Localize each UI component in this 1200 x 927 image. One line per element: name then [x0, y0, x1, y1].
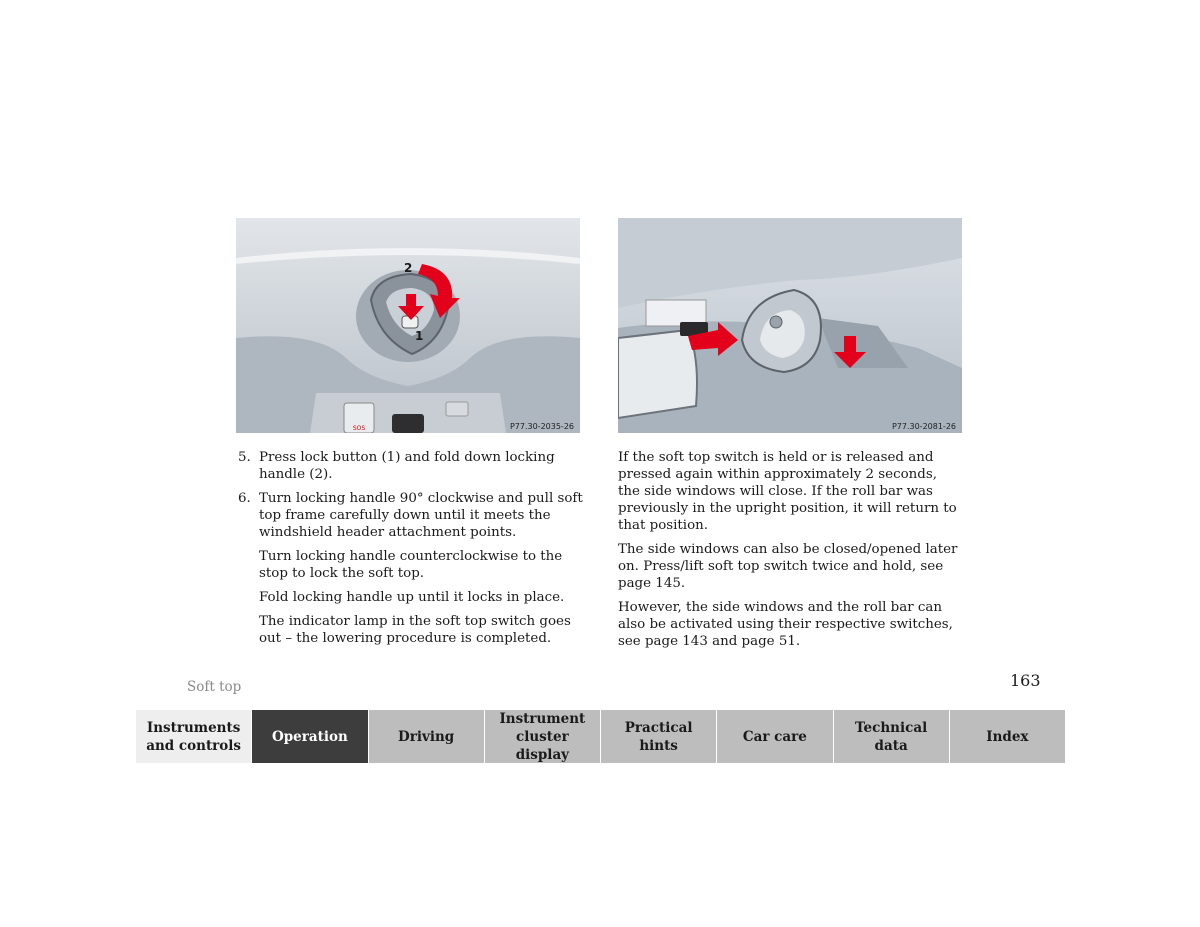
- tab-instruments-and-controls[interactable]: Instruments and controls: [136, 710, 252, 763]
- paragraph: Fold locking handle up until it locks in place.: [259, 590, 565, 605]
- section-title: Soft top: [187, 679, 242, 695]
- center-switch: [392, 414, 424, 433]
- step-6: [238, 490, 583, 541]
- soft-top-switch-illustration: [618, 218, 962, 433]
- tab-instrument-cluster-display[interactable]: Instrument cluster display: [485, 710, 601, 763]
- step-text: Press lock button (1) and fold down locking handle (2).: [259, 450, 555, 482]
- callout-2: 2: [404, 261, 413, 275]
- callout-1: 1: [415, 329, 424, 343]
- paragraph: If the soft top switch is held or is released and pressed again within approximately 2 seconds, the side windows will close. If the roll bar was previously in the upright position, it will return to that position.: [618, 450, 957, 533]
- tab-technical-data[interactable]: Technical data: [834, 710, 950, 763]
- figure-locking-handle: [236, 218, 580, 433]
- sos-label: SOS: [352, 425, 366, 432]
- chapter-navigation: [136, 710, 1065, 763]
- step-text: Turn locking handle 90° clockwise and pull soft top frame carefully down until it meets the windshield header attachment points.: [259, 491, 583, 540]
- lamp-switch: [446, 402, 468, 416]
- locking-handle-illustration: [236, 218, 580, 433]
- rearview-mirror: [618, 330, 697, 418]
- tab-driving[interactable]: Driving: [369, 710, 485, 763]
- right-column: [618, 449, 963, 657]
- page-number: 163: [1010, 671, 1041, 690]
- paragraph: Turn locking handle counterclockwise to the stop to lock the soft top.: [259, 549, 563, 581]
- paragraph: However, the side windows and the roll bar can also be activated using their respective switches, see page 143 and page 51.: [618, 600, 953, 649]
- step-number: 5.: [238, 450, 251, 465]
- figure-code: P77.30-2035-26: [509, 422, 574, 431]
- step-5: [238, 449, 583, 483]
- tab-car-care[interactable]: Car care: [717, 710, 833, 763]
- tab-operation[interactable]: Operation: [252, 710, 368, 763]
- tab-index[interactable]: Index: [950, 710, 1065, 763]
- paragraph: The indicator lamp in the soft top switch goes out – the lowering procedure is completed.: [259, 614, 571, 646]
- step-number: 6.: [238, 491, 251, 506]
- tab-practical-hints[interactable]: Practical hints: [601, 710, 717, 763]
- figure-code: P77.30-2081-26: [891, 422, 956, 431]
- paragraph: The side windows can also be closed/opened later on. Press/lift soft top switch twice and hold, see page 145.: [618, 542, 958, 591]
- left-column: [238, 449, 583, 654]
- figure-soft-top-switch: [618, 218, 962, 433]
- handle-knob: [770, 316, 782, 328]
